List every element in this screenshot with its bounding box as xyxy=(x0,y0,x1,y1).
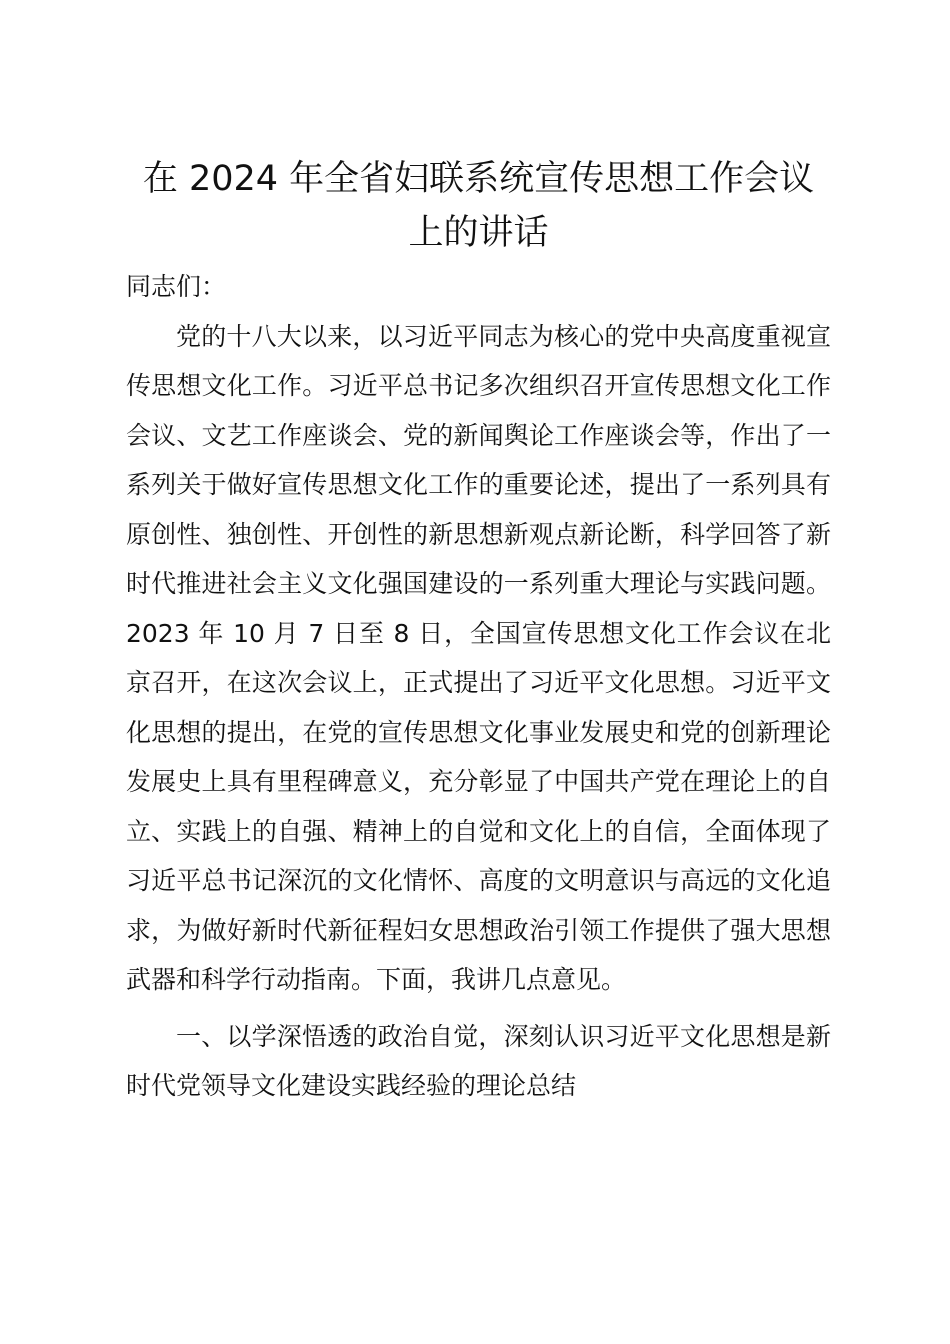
section-heading: 一、以学深悟透的政治自觉，深刻认识习近平文化思想是新时代党领导文化建设实践经验的理论总结 xyxy=(126,1021,831,1100)
body-paragraph: 党的十八大以来，以习近平同志为核心的党中央高度重视宣传思想文化工作。习近平总书记多次组织召开宣传思想文化工作会议、文艺工作座谈会、党的新闻舆论工作座谈会等，作出了一系列关于做好宣传思想文化工作的重要论述，提出了一系列具有原创性、独创性、开创性的新思想新观点新论断，科学回答了新时代推进社会主义文化强国建设的一系列重大理论与实践问题。2023 年 10 月 7 日至 8 日，全国宣传思想文化工作会议在北京召开，在这次会议上，正式提出了习近平文化思想。习近平文化思想的提出，在党的宣传思想文化事业发展史和党的创新理论发展史上具有里程碑意义，充分彰显了中国共产党在理论上的自立、实践上的自强、精神上的自觉和文化上的自信，全面体现了习近平总书记深沉的文化情怀、高度的文明意识与高远的文化追求，为做好新时代新征程妇女思想政治引领工作提供了强大思想武器和科学行动指南。下面，我讲几点意见。 xyxy=(126,321,831,994)
document-title: 在 2024 年全省妇联系统宣传思想工作会议上的讲话 xyxy=(142,159,815,253)
salutation: 同志们： xyxy=(126,272,227,301)
document-page xyxy=(126,152,831,1111)
